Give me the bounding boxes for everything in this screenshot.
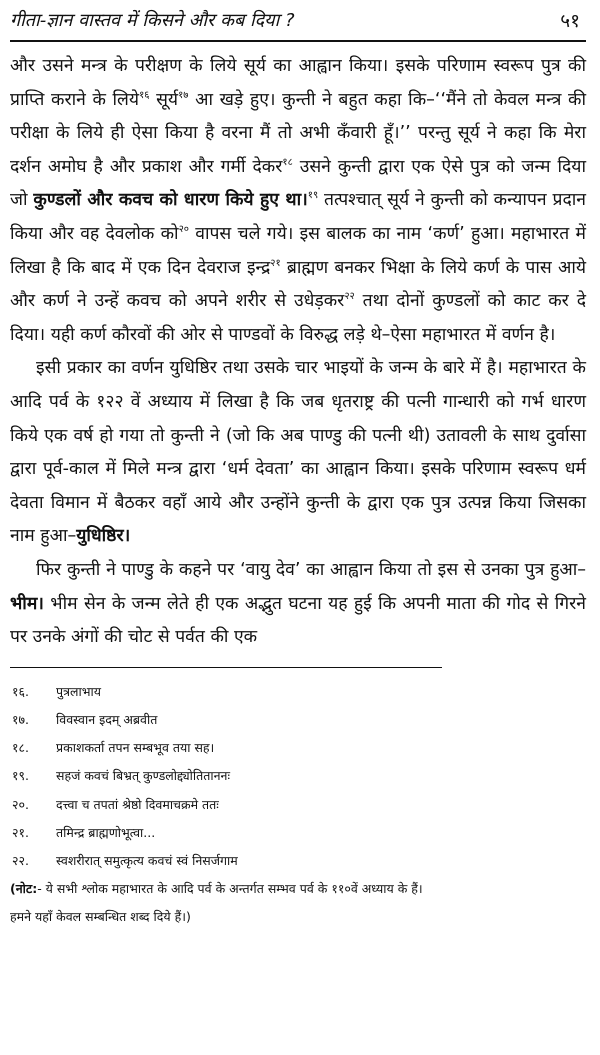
footnote-text: स्वशरीरात् समुत्कृत्य कवचं स्वं निसर्जगाम	[56, 852, 238, 868]
footnote-item	[10, 847, 586, 875]
text-run: आ खड़े हुए। कुन्ती ने बहुत कहा कि–‘‘मैंने तो केवल मन्त्र की परीक्षा के लिये ही ऐसा किया है वरना मैं तो अभी कँवारी हूँ।’’ परन्तु सूर्य ने कहा कि मेरा दर्शन अमोघ है और प्रकाश और गर्मी देकर	[10, 89, 587, 177]
main-text	[10, 50, 586, 655]
footnote-text: दत्त्वा च तपतां श्रेष्ठो दिवमाचक्रमे ततः	[56, 796, 219, 812]
footnote-item	[10, 819, 586, 847]
note-text: - ये सभी श्लोक महाभारत के आदि पर्व के अन्तर्गत सम्भव पर्व के ११०वें अध्याय के हैं।	[37, 881, 423, 897]
chapter-title: गीता-ज्ञान वास्तव में किसने और कब दिया ?	[10, 10, 295, 31]
text-run: तत्पश्चात् सूर्य ने कुन्ती को कन्यापन प्रदान किया और वह देवलोक को	[10, 190, 586, 244]
footnote-ref-21: २१	[270, 257, 281, 269]
footnote-text: सहजं कवचं बिभ्रत् कुण्डलोद्द्योतिताननः	[56, 768, 230, 784]
text-run: उसने कुन्ती द्वारा एक ऐसे पुत्र को जन्म दिया जो	[10, 156, 586, 211]
footnote-item	[10, 791, 586, 819]
text-run: ब्राह्मण बनकर भिक्षा के लिये कर्ण के पास आये और कर्ण ने उन्हें कवच को अपने शरीर से उधेड़कर	[10, 257, 586, 312]
text-run: इसी प्रकार का वर्णन युधिष्ठिर तथा उसके चार भाइयों के जन्म के बारे में है। महाभारत के आदि पर्व के १२२ वें अध्याय में लिखा है कि जब धृतराष्ट्र की पत्नी गान्धारी को गर्भ धारण किये एक वर्ष हो गया तो कुन्ती ने (जो कि अब पाण्डु की पत्नी थी) उतावली के साथ दुर्वासा द्वारा पूर्व-काल में मिले मन्त्र द्वारा ‘धर्म देवता’ का आह्वान किया। इसके परिणाम स्वरूप धर्म देवता विमान में बैठकर वहाँ आये और उन्होंने कुन्ती के द्वारा एक पुत्र उत्पन्न किया जिसका नाम हुआ–	[10, 358, 586, 547]
editor-note-line-2: हमने यहाँ केवल सम्बन्धित शब्द दिये हैं।)	[10, 909, 191, 925]
footnote-ref-20: २०	[178, 224, 189, 236]
text-run: तथा दोनों कुण्डलों को काट कर दे दिया। यही कर्ण कौरवों की ओर से पाण्डवों के विरुद्ध लड़े थे–ऐसा महाभारत में वर्णन है।	[10, 291, 586, 345]
footnote-item	[10, 678, 586, 706]
paragraph-karna	[10, 50, 586, 352]
footnote-item	[10, 734, 586, 762]
paragraph-yudhishthira	[10, 352, 586, 554]
bold-text: भीम।	[10, 593, 44, 614]
footnote-number: १६.	[12, 683, 29, 699]
footnote-text: प्रकाशकर्ता तपन सम्बभूव तया सह।	[56, 740, 215, 756]
footnote-ref-18: १८	[282, 156, 293, 168]
text-run: वापस चले गये। इस बालक का नाम ‘कर्ण’ हुआ। महाभारत में लिखा है कि बाद में एक दिन देवराज इन्द्र	[10, 223, 586, 278]
footnote-ref-22: २२	[344, 291, 355, 303]
footnote-number: १८.	[12, 740, 29, 756]
text-run: फिर कुन्ती ने पाण्डु के कहने पर ‘वायु देव’ का आह्वान किया तो इस से उनका पुत्र हुआ–	[36, 559, 586, 580]
running-header	[10, 0, 586, 42]
editor-note-line-1	[10, 875, 586, 903]
footnote-text: विवस्वान इदम् अब्रवीत	[56, 711, 158, 727]
footnote-ref-17: १७	[178, 89, 189, 101]
note-label: (नोट:	[10, 881, 38, 897]
footnote-item	[10, 762, 586, 790]
footnote-number: २१.	[12, 824, 29, 840]
footnote-number: २०.	[12, 796, 29, 812]
text-run: भीम सेन के जन्म लेते ही एक अद्भुत घटना यह हुई कि अपनी माता की गोद से गिरने पर उनके अंगों की चोट से पर्वत की एक	[10, 593, 586, 648]
paragraph-bhima	[10, 554, 586, 655]
footnote-number: १७.	[12, 711, 29, 727]
footnote-number: १९.	[12, 768, 29, 784]
footnote-ref-19: १९	[307, 190, 319, 202]
footnote-divider	[10, 667, 442, 668]
footnote-number: २२.	[12, 852, 29, 868]
page-number: ५१	[560, 10, 580, 32]
footnote-text: पुत्रलाभाय	[56, 683, 101, 699]
bold-text: युधिष्ठिर।	[76, 526, 131, 547]
footnote-ref-16: १६	[139, 89, 150, 101]
text-run: सूर्य	[149, 89, 179, 110]
footnote-item	[10, 706, 586, 734]
bold-text: कुण्डलों और कवच को धारण किये हुए था।	[33, 190, 308, 211]
text-run: और उसने मन्त्र के परीक्षण के लिये सूर्य का आह्वान किया। इसके परिणाम स्वरूप पुत्र की प्राप्ति कराने के लिये	[10, 56, 586, 110]
footnotes	[10, 678, 586, 932]
footnote-text: तमिन्द्र ब्राह्मणोभूत्वा...	[56, 824, 156, 840]
